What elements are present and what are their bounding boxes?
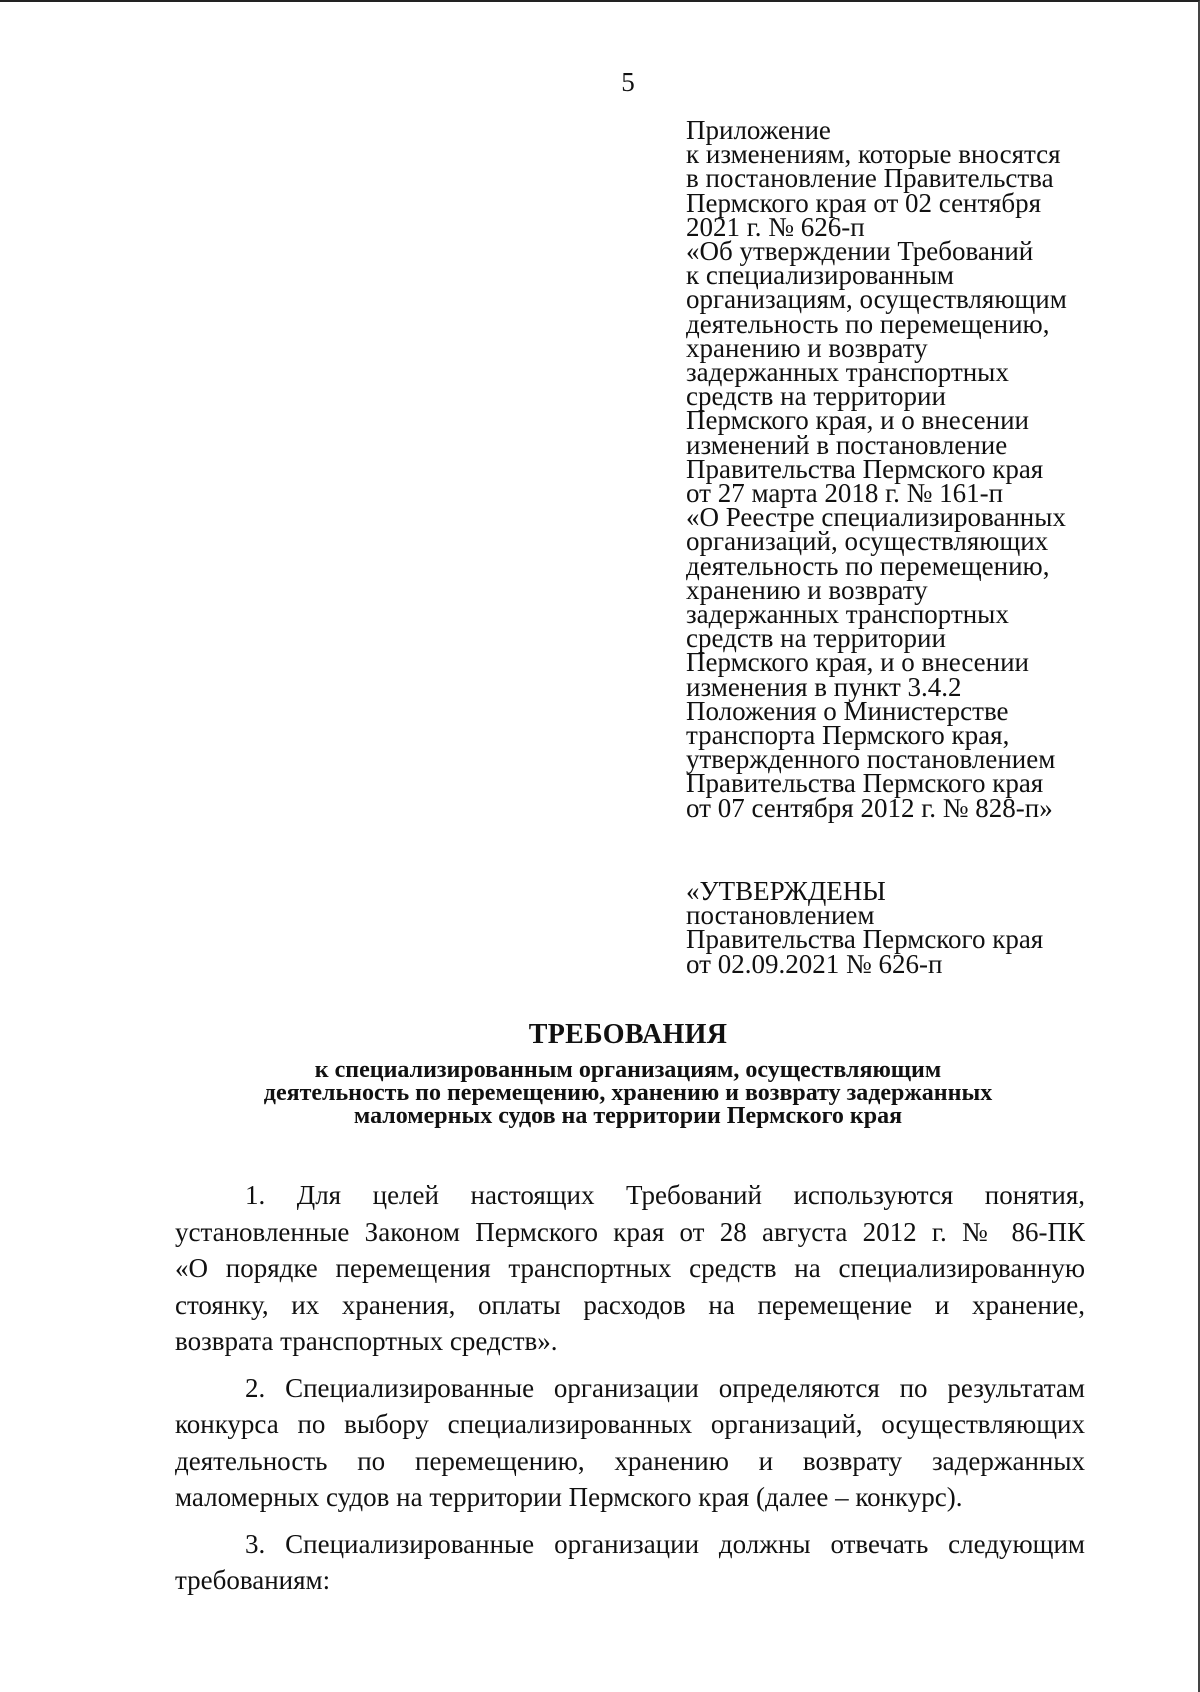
appendix-line: организациям, осуществляющим [686, 284, 1067, 315]
paragraph-line: маломерных судов на территории Пермского края (далее – конкурс). [175, 1482, 963, 1512]
appendix-line: «О Реестре специализированных [686, 502, 1066, 533]
appendix-line: Правительства Пермского края [686, 768, 1044, 799]
appendix-line: деятельность по перемещению, [686, 550, 1050, 581]
appendix-line: задержанных транспортных [686, 599, 1009, 630]
appendix-line: хранению и возврату [686, 574, 928, 605]
appendix-line: хранению и возврату [686, 332, 928, 363]
appendix-line: Приложение [686, 115, 831, 145]
approval-stamp-block [686, 876, 1106, 979]
approval-line: постановлением [686, 900, 875, 931]
page-number: 5 [621, 67, 635, 97]
paragraph-line: конкурса по выбору специализированных организаций, осуществляющих [175, 1409, 1085, 1439]
appendix-line: средств на территории [686, 623, 946, 654]
appendix-line: «Об утверждении Требований [686, 236, 1034, 267]
document-subtitle [0, 1059, 1200, 1128]
paragraph-3 [175, 1526, 1085, 1599]
paragraph-line: требованиям: [175, 1565, 331, 1595]
paragraph-line: деятельность по перемещению, хранению и возврату задержанных [175, 1445, 1085, 1476]
appendix-line: в постановление Правительства [686, 163, 1054, 194]
appendix-line: Правительства Пермского края [686, 453, 1044, 484]
document-body [175, 1177, 1085, 1599]
appendix-line: от 27 марта 2018 г. № 161-п [686, 478, 1004, 509]
appendix-line: организаций, осуществляющих [686, 526, 1049, 557]
approval-line: от 02.09.2021 № 626-п [686, 948, 943, 979]
appendix-line: к специализированным [686, 260, 954, 291]
subtitle-line: деятельность по перемещению, хранению и возврату задержанных [263, 1080, 993, 1106]
appendix-line: средств на территории [686, 381, 946, 412]
appendix-line: транспорта Пермского края, [686, 720, 1010, 751]
appendix-line: утвержденного постановлением [686, 744, 1056, 775]
paragraph-line: установленные Законом Пермского края от 28 августа 2012 г. № 86-ПК [175, 1216, 1085, 1247]
subtitle-line: к специализированным организациям, осуществляющим [314, 1057, 942, 1083]
appendix-header-block [686, 115, 1106, 823]
paragraph-line: 3. Специализированные организации должны отвечать следующим [245, 1528, 1085, 1559]
paragraph-line: 1. Для целей настоящих Требований используются понятия, [245, 1180, 1085, 1210]
appendix-line: от 07 сентября 2012 г. № 828-п» [686, 792, 1053, 823]
paragraph-line: 2. Специализированные организации определяются по результатам [245, 1372, 1085, 1403]
subtitle-line: маломерных судов на территории Пермского края [353, 1103, 903, 1129]
appendix-line: изменений в постановление [686, 429, 1008, 460]
approval-line: Правительства Пермского края [686, 924, 1044, 955]
appendix-line: изменения в пункт 3.4.2 [686, 671, 962, 702]
appendix-line: Пермского края, и о внесении [686, 405, 1030, 436]
appendix-line: Положения о Министерстве [686, 695, 1009, 726]
paragraph-1 [175, 1177, 1085, 1360]
approval-line: «УТВЕРЖДЕНЫ [686, 876, 886, 906]
paragraph-line: возврата транспортных средств». [175, 1326, 558, 1356]
appendix-line: деятельность по перемещению, [686, 308, 1050, 339]
appendix-line: Пермского края, и о внесении [686, 647, 1030, 678]
appendix-line: 2021 г. № 626-п [686, 211, 865, 242]
appendix-line: Пермского края от 02 сентября [686, 187, 1042, 218]
document-title: ТРЕБОВАНИЯ [528, 1019, 728, 1050]
paragraph-line: «О порядке перемещения транспортных средств на специализированную [175, 1253, 1085, 1283]
appendix-line: задержанных транспортных [686, 357, 1009, 388]
paragraph-2 [175, 1370, 1085, 1516]
paragraph-line: стоянку, их хранения, оплаты расходов на перемещение и хранение, [175, 1289, 1085, 1320]
appendix-line: к изменениям, которые вносятся [686, 139, 1061, 170]
